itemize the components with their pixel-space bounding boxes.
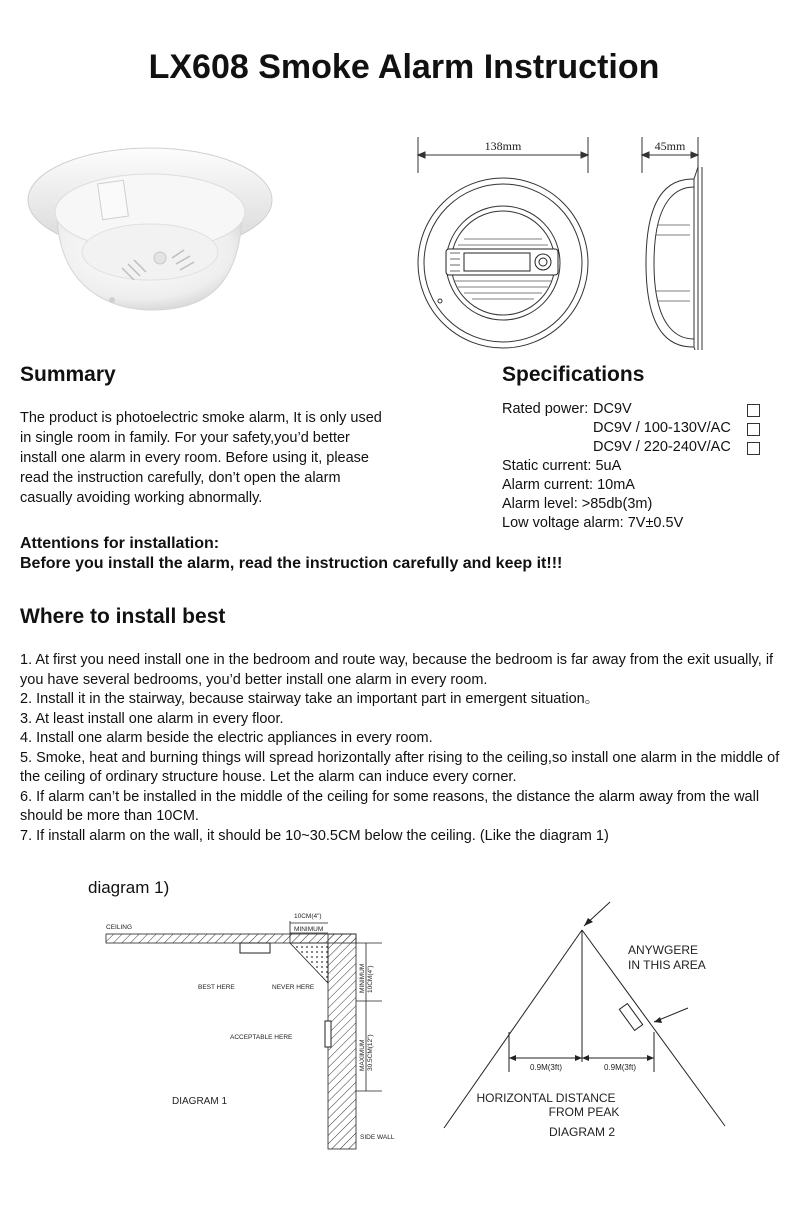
top-dimension-label: 10CM(4") xyxy=(294,913,322,920)
spec-line: Low voltage alarm: 7V±0.5V xyxy=(502,515,684,531)
where-heading: Where to install best xyxy=(20,605,226,628)
diagram-2-label: DIAGRAM 2 xyxy=(548,1125,616,1139)
spec-line: Static current: 5uA xyxy=(502,458,622,474)
diagram-1-label: DIAGRAM 1 xyxy=(172,1096,228,1107)
diagram-2 xyxy=(440,900,740,1145)
distance-right-label: 0.9M(3ft) xyxy=(603,1063,637,1072)
acceptable-here-label: ACCEPTABLE HERE xyxy=(230,1034,293,1041)
horizontal-distance-line1: HORIZONTAL DISTANCE xyxy=(476,1091,616,1105)
max-vertical-value: 30.5CM(12") xyxy=(367,1034,374,1071)
max-vertical-label: MAXIMUM xyxy=(359,1039,366,1071)
best-here-label: BEST HERE xyxy=(198,984,235,991)
power-option-checkbox[interactable] xyxy=(747,404,760,417)
width-dimension-label: 138mm xyxy=(484,139,522,153)
power-option-checkbox[interactable] xyxy=(747,423,760,436)
anywhere-label-line2: IN THIS AREA xyxy=(628,958,706,972)
spec-power-option: DC9V / 100-130V/AC xyxy=(593,420,731,436)
spec-line: Alarm current: 10mA xyxy=(502,477,635,493)
smoke-alarm-photo xyxy=(22,140,282,325)
anywhere-label-line1: ANYWGERE xyxy=(628,943,699,957)
ceiling-label: CEILING xyxy=(106,924,133,931)
summary-text: The product is photoelectric smoke alarm, It is only used in single room in family. For your safety,you’d better install one alarm in every room. Before using it, please read the instruction carefully, don’t open the alarm casually avoiding working abnormally. xyxy=(20,410,382,506)
attentions-text: Before you install the alarm, read the instruction carefully and keep it!!! xyxy=(20,555,563,572)
minimum-label: MINIMUM xyxy=(294,926,324,933)
spec-line: Alarm level: >85db(3m) xyxy=(502,496,653,512)
distance-left-label: 0.9M(3ft) xyxy=(529,1063,563,1072)
side-view-drawing xyxy=(636,135,716,350)
depth-dimension-label: 45mm xyxy=(654,139,686,153)
summary-heading: Summary xyxy=(20,363,116,386)
diagram-caption: diagram 1) xyxy=(88,878,170,897)
list-item: 1. At first you need install one in the bedroom and route way, because the bedroom is far away from the exit usually, if you have several bedrooms, you’d better install one alarm in every room. xyxy=(20,652,774,688)
attentions-heading: Attentions for installation: xyxy=(20,535,220,552)
diagram-1 xyxy=(100,905,410,1150)
power-option-checkbox[interactable] xyxy=(747,442,760,455)
page-title: LX608 Smoke Alarm Instruction xyxy=(148,48,660,86)
spec-power-option: DC9V xyxy=(593,401,632,417)
min-vertical-value: 10CM(4") xyxy=(367,965,374,993)
list-item: 3. At least install one alarm in every floor. xyxy=(20,710,284,727)
list-item: 4. Install one alarm beside the electric appliances in every room. xyxy=(20,730,433,746)
list-item: 6. If alarm can’t be installed in the middle of the ceiling for some reasons, the distance the alarm away from the wall should be more than 10CM. xyxy=(20,788,760,824)
front-view-drawing xyxy=(410,135,600,350)
min-vertical-label: MINIMUM xyxy=(359,963,366,993)
list-item: 7. If install alarm on the wall, it should be 10~30.5CM below the ceiling. (Like the diagram 1) xyxy=(20,827,609,844)
list-item: 5. Smoke, heat and burning things will spread horizontally after rising to the ceiling,so install one alarm in the middle of the ceiling of ordinary structure house. Let the alarm can induce every corner. xyxy=(20,749,780,785)
side-wall-label: SIDE WALL xyxy=(360,1134,395,1141)
spec-power-option: DC9V / 220-240V/AC xyxy=(593,439,731,455)
horizontal-distance-line2: FROM PEAK xyxy=(548,1105,620,1119)
spec-rated-power-label: Rated power: xyxy=(502,401,589,417)
never-here-label: NEVER HERE xyxy=(272,984,315,991)
specifications-heading: Specifications xyxy=(502,363,645,386)
install-list xyxy=(20,651,792,846)
list-item: 2. Install it in the stairway, because stairway take an important part in emergent situation。 xyxy=(20,691,600,707)
